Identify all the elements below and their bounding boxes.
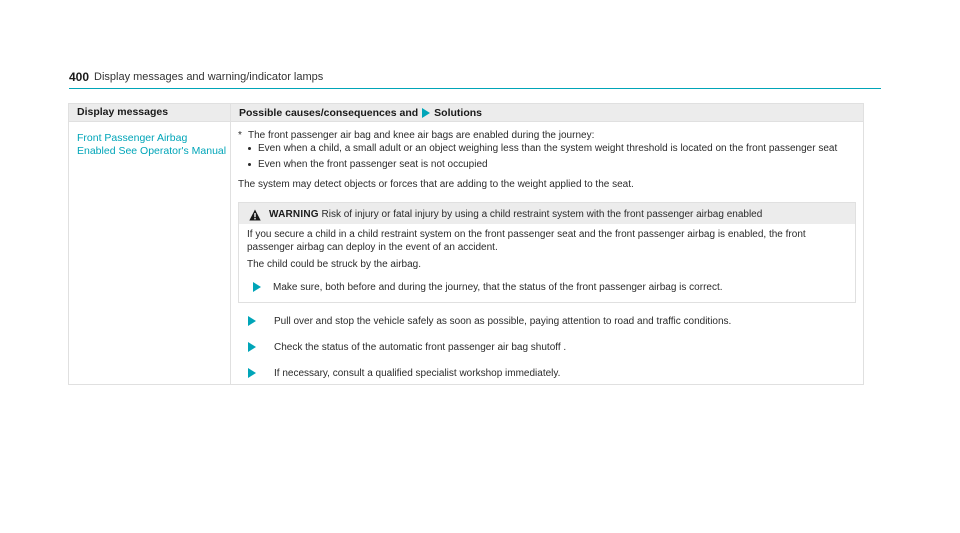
step-arrow-icon: [248, 342, 256, 352]
note: [238, 129, 858, 142]
step-arrow-icon: [248, 368, 256, 378]
bullet-dot: [248, 147, 251, 150]
bullet-item: [238, 158, 858, 171]
header-rule: [69, 88, 881, 89]
page-header: [69, 70, 881, 90]
warning-paragraph: If you secure a child in a child restraint system on the front passenger seat and the front passenger airbag is enabled, the front passenger airbag can deploy in the event of an accident.: [247, 229, 806, 253]
step-arrow-icon: [248, 316, 256, 326]
note-text: The front passenger air bag and knee air bags are enabled during the journey:: [248, 130, 595, 141]
causes-content: [238, 129, 858, 380]
warning-triangle-icon: [249, 209, 261, 221]
column-divider: [230, 104, 231, 384]
note-star: *: [238, 130, 242, 141]
table-header: [69, 104, 863, 121]
warning-label: WARNING: [269, 209, 319, 220]
column-header-solutions-label: Solutions: [434, 107, 483, 119]
solution-step: [238, 315, 858, 328]
solution-step-text: If necessary, consult a qualified specialist workshop immediately.: [274, 368, 561, 379]
header-divider: [69, 121, 863, 122]
solution-step: [238, 367, 858, 380]
bullet-item: [238, 142, 858, 155]
solution-step-text: Check the status of the automatic front passenger air bag shutoff .: [274, 342, 567, 353]
display-messages-table: [68, 103, 864, 385]
column-header-causes-label: Possible causes/consequences and: [239, 107, 419, 119]
solution-arrow-icon: [422, 108, 430, 118]
warning-step-text: Make sure, both before and during the journey, that the status of the front passenger airbag is correct.: [273, 282, 723, 293]
column-header-display-messages: Display messages: [77, 106, 169, 118]
bullet-dot: [248, 163, 251, 166]
warning-step: [247, 281, 847, 294]
warning-header: [239, 203, 855, 224]
display-message-text: Front Passenger Airbag Enabled See Operator's Manual: [77, 132, 227, 157]
step-arrow-icon: [253, 282, 261, 292]
bullet-text: Even when the front passenger seat is not occupied: [258, 159, 488, 170]
solution-step: [238, 341, 858, 354]
bullet-text: Even when a child, a small adult or an object weighing less than the system weight threshold is located on the front passenger seat: [258, 143, 838, 154]
solution-steps: [238, 315, 858, 380]
detect-paragraph: The system may detect objects or forces that are adding to the weight applied to the seat.: [238, 179, 634, 190]
column-header-causes: [239, 107, 482, 119]
warning-paragraph: The child could be struck by the airbag.: [247, 259, 421, 270]
warning-box: [238, 202, 856, 303]
page-number: 400: [69, 70, 90, 84]
section-title: Display messages and warning/indicator lamps: [94, 71, 324, 83]
solution-step-text: Pull over and stop the vehicle safely as soon as possible, paying attention to road and traffic conditions.: [274, 316, 732, 327]
warning-title: Risk of injury or fatal injury by using a child restraint system with the front passenger airbag enabled: [321, 209, 763, 220]
warning-body: [239, 224, 855, 302]
